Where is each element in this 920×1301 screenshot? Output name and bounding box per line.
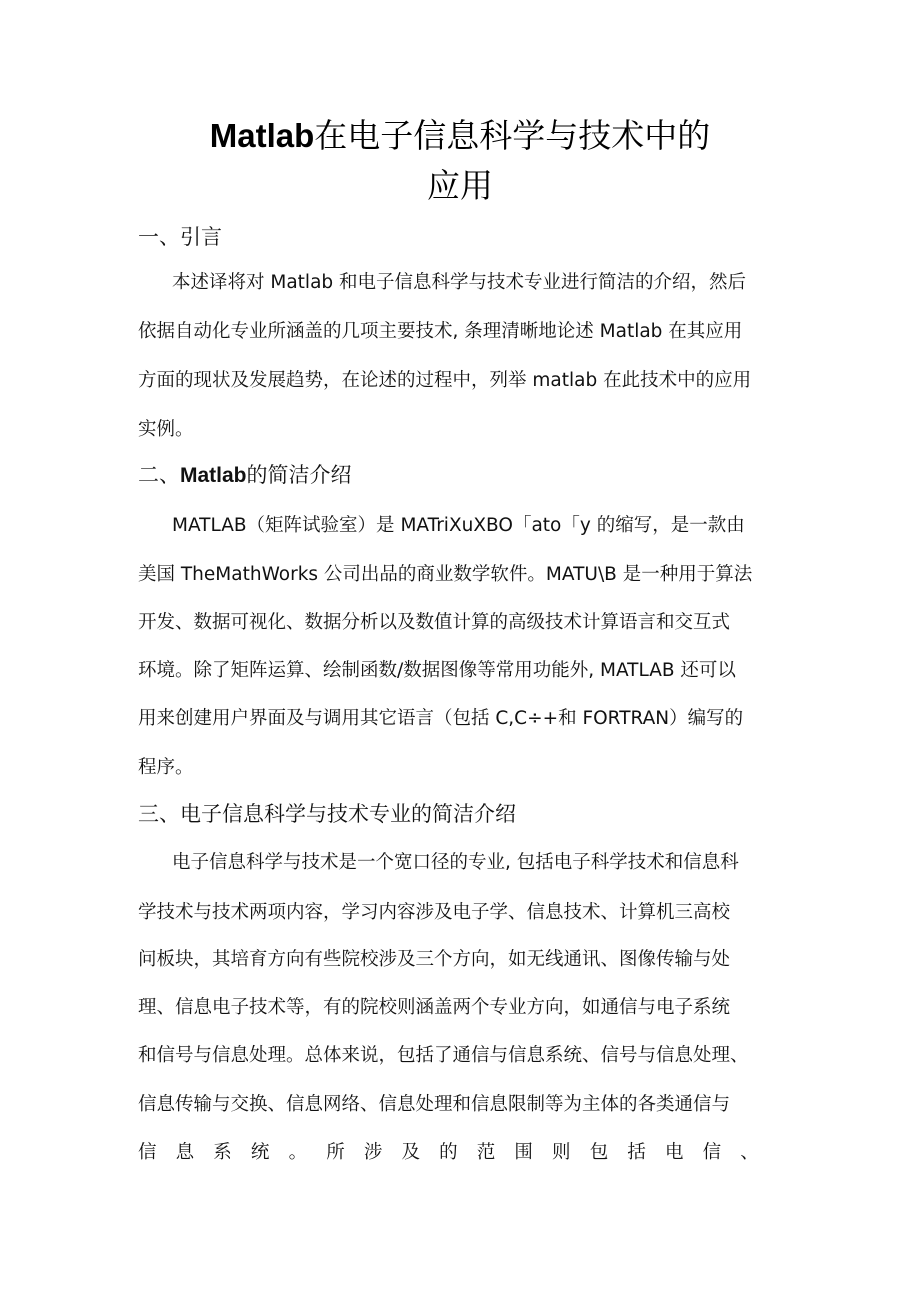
document-title-line-2: 应用 xyxy=(427,166,493,205)
justified-char: 则 xyxy=(552,1142,571,1163)
paragraph-line: 信息传输与交换、信息网络、信息处理和信息限制等为主体的各类通信与 xyxy=(138,1094,731,1115)
heading-latin-word: Matlab xyxy=(180,464,247,487)
heading-suffix: 的简洁介绍 xyxy=(246,463,352,487)
justified-char: 涉 xyxy=(363,1142,383,1163)
paragraph-line: 开发、数据可视化、数据分析以及数值计算的高级技术计算语言和交互式 xyxy=(138,612,731,633)
title-latin-word: Matlab xyxy=(209,117,315,154)
paragraph-line-justified xyxy=(138,1139,778,1167)
heading-prefix: 二、 xyxy=(138,463,180,487)
justified-char: 的 xyxy=(439,1142,458,1163)
justified-char: 括 xyxy=(627,1142,646,1163)
justified-char: 电 xyxy=(664,1142,684,1163)
justified-char: 范 xyxy=(476,1142,496,1163)
paragraph-line: 实例。 xyxy=(138,419,194,440)
paragraph-line: 程序。 xyxy=(138,757,194,778)
paragraph-line: 用来创建用户界面及与调用其它语言（包括 C,C÷+和 FORTRAN）编写的 xyxy=(138,708,744,729)
paragraph-line: 美国 TheMathWorks 公司出品的商业数学软件。MATU\B 是一种用于算法 xyxy=(138,564,753,585)
paragraph-line: 学技术与技术两项内容，学习内容涉及电子学、信息技术、计算机三高校 xyxy=(138,902,731,923)
paragraph-line: MATLAB（矩阵试验室）是 MATriXuXBO「ato「y 的缩写，是一款由 xyxy=(172,515,745,536)
justified-char: 系 xyxy=(213,1142,232,1163)
paragraph-line: 方面的现状及发展趋势，在论述的过程中，列举 matlab 在此技术中的应用 xyxy=(138,370,752,391)
paragraph-line: 环境。除了矩阵运算、绘制函数/数据图像等常用功能外, MATLAB 还可以 xyxy=(138,660,736,681)
justified-char: 。 xyxy=(288,1142,308,1163)
section-heading-matlab xyxy=(138,460,818,491)
paragraph-line: 理、信息电子技术等，有的院校则涵盖两个专业方向，如通信与电子系统 xyxy=(138,997,731,1018)
justified-char: 包 xyxy=(589,1142,609,1163)
paragraph-line: 依据自动化专业所涵盖的几项主要技术, 条理清晰地论述 Matlab 在其应用 xyxy=(138,321,743,342)
justified-char: 及 xyxy=(401,1142,420,1163)
paragraph-line: 问板块，其培育方向有些院校涉及三个方向，如无线通讯、图像传输与处 xyxy=(138,949,731,970)
justified-char: 信 xyxy=(138,1142,157,1163)
justified-char: 围 xyxy=(514,1142,533,1163)
paragraph-line: 和信号与信息处理。总体来说，包括了通信与信息系统、信号与信息处理、 xyxy=(138,1045,749,1066)
section-heading-introduction: 一、引言 xyxy=(138,225,222,249)
paragraph-line: 本述译将对 Matlab 和电子信息科学与技术专业进行简洁的介绍，然后 xyxy=(172,272,747,293)
paragraph-line: 电子信息科学与技术是一个宽口径的专业, 包括电子科学技术和信息科 xyxy=(172,852,739,873)
document-title-line-1 xyxy=(100,116,820,156)
justified-char: 息 xyxy=(175,1142,195,1163)
justified-char: 信 xyxy=(702,1142,722,1163)
title-rest: 在电子信息科学与技术中的 xyxy=(314,116,711,155)
justified-char: 所 xyxy=(326,1142,345,1163)
section-heading-major: 三、电子信息科学与技术专业的简洁介绍 xyxy=(138,802,516,826)
justified-char: 统 xyxy=(250,1142,270,1163)
justified-char: 、 xyxy=(740,1142,759,1163)
